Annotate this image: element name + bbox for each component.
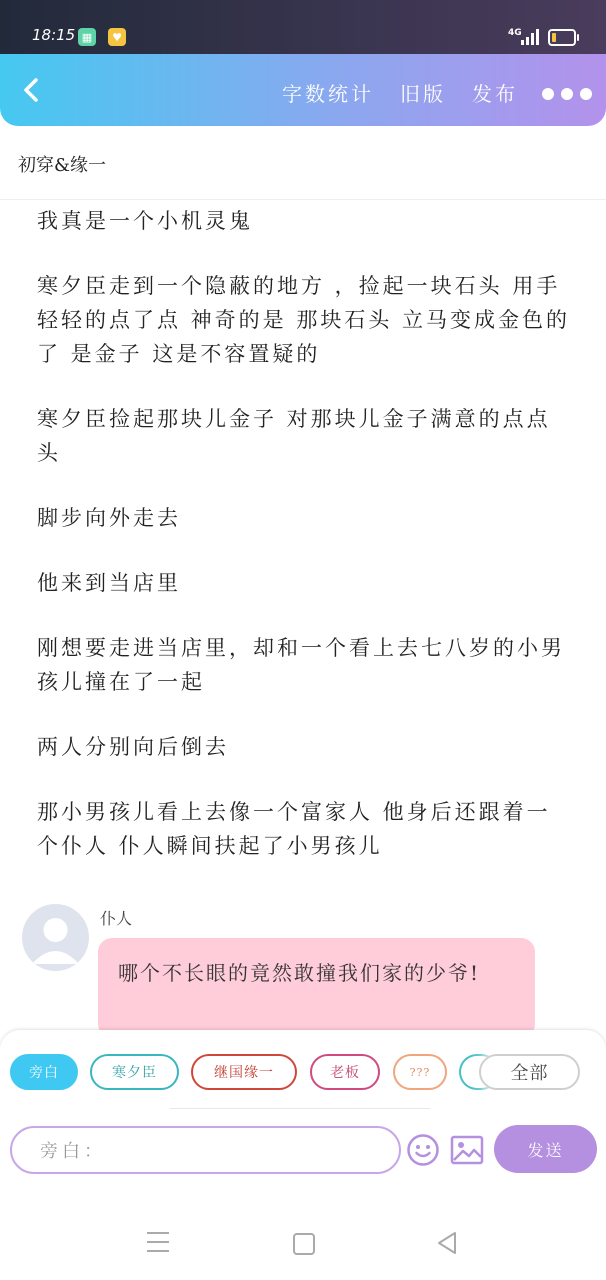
- default-avatar-icon[interactable]: [22, 904, 89, 971]
- all-roles-button[interactable]: 全部: [479, 1054, 580, 1090]
- message-input-wrapper[interactable]: [10, 1126, 401, 1174]
- message-bubble[interactable]: 哪个不长眼的竟然敢撞我们家的少爷!: [98, 938, 535, 1038]
- menu-icon[interactable]: [147, 1232, 169, 1252]
- document-title: 初穿&缘一: [18, 155, 107, 176]
- title-divider: [0, 199, 606, 200]
- composer-panel: [0, 1030, 606, 1175]
- chip-divider: [170, 1108, 430, 1109]
- speaker-name: 仆人: [100, 909, 133, 928]
- dialog-message[interactable]: [0, 900, 606, 1030]
- more-dots-icon[interactable]: [542, 88, 592, 100]
- calendar-app-icon: ▦: [78, 28, 96, 46]
- paragraph[interactable]: 两人分别向后倒去: [37, 735, 229, 759]
- app-header: [0, 54, 606, 126]
- heart-app-icon: ♥: [108, 28, 126, 46]
- role-chip-narration[interactable]: 旁白: [10, 1054, 78, 1090]
- smiley-icon[interactable]: [406, 1133, 440, 1167]
- paragraph[interactable]: 刚想要走进当店里，却和一个看上去七八岁的小男孩儿撞在了一起: [37, 636, 565, 694]
- old-version-button[interactable]: 旧版: [400, 82, 446, 106]
- status-bar: [0, 0, 606, 54]
- back-triangle-icon[interactable]: [435, 1231, 459, 1255]
- story-content[interactable]: [37, 204, 573, 894]
- role-chip-unknown[interactable]: ???: [393, 1054, 447, 1090]
- home-square-icon[interactable]: [293, 1233, 315, 1255]
- image-icon[interactable]: [450, 1135, 484, 1165]
- role-chip-jiguo-yuanyi[interactable]: 继国缘一: [191, 1054, 297, 1090]
- paragraph[interactable]: 寒夕臣捡起那块儿金子 对那块儿金子满意的点点头: [37, 407, 551, 465]
- paragraph[interactable]: 他来到当店里: [37, 571, 181, 595]
- role-chip-hanxichen[interactable]: 寒夕臣: [90, 1054, 179, 1090]
- status-time: 18:15: [32, 26, 76, 44]
- chevron-left-icon: [18, 74, 46, 106]
- system-nav-bar: [0, 1175, 606, 1280]
- word-count-button[interactable]: 字数统计: [282, 82, 374, 106]
- signal-icon: [521, 29, 539, 45]
- paragraph[interactable]: 寒夕臣走到一个隐蔽的地方 ，捡起一块石头 用手轻轻的点了点 神奇的是 那块石头 立马变成金色的了 是金子 这是不容置疑的: [37, 274, 571, 366]
- paragraph[interactable]: 我真是一个小机灵鬼: [37, 209, 253, 233]
- message-input[interactable]: [38, 1136, 382, 1166]
- role-chip-boss[interactable]: 老板: [310, 1054, 380, 1090]
- battery-icon: [548, 29, 576, 46]
- paragraph[interactable]: 那小男孩儿看上去像一个富家人 他身后还跟着一个仆人 仆人瞬间扶起了小男孩儿: [37, 800, 551, 858]
- publish-button[interactable]: 发布: [472, 82, 518, 106]
- send-button[interactable]: 发送: [494, 1125, 597, 1173]
- back-button[interactable]: [18, 74, 46, 106]
- paragraph[interactable]: 脚步向外走去: [37, 506, 181, 530]
- network-type: 4G: [508, 28, 522, 38]
